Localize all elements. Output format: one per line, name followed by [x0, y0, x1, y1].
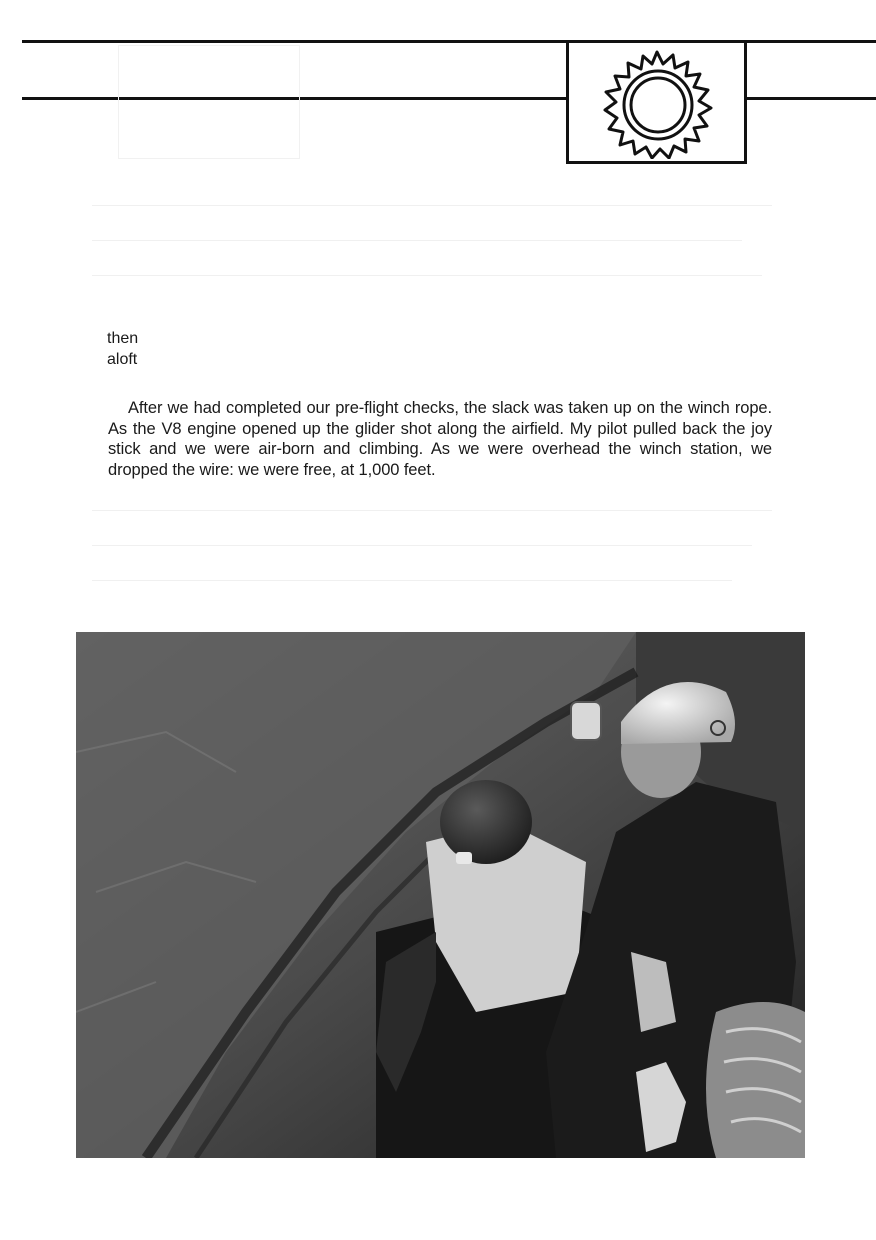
photo-cavers-in-rock-passage	[76, 632, 805, 1158]
body-paragraph: After we had completed our pre-flight checks, the slack was taken up on the winch rope. As the V8 engine opened up the glider shot along the airfield. My pilot pulled back the joy stick and we were air-born and climbing. As we were overhead the winch station, we dropped the wire: we were free, at 1,000 feet.	[108, 399, 772, 479]
header-emblem-box	[566, 40, 747, 164]
sun-icon	[595, 49, 720, 159]
show-through-line	[92, 580, 732, 581]
show-through-line	[92, 205, 772, 206]
faint-show-through-box	[118, 45, 300, 159]
cave-photograph	[76, 632, 805, 1158]
show-through-line	[92, 510, 772, 511]
show-through-line	[92, 240, 742, 241]
show-through-line	[92, 275, 762, 276]
header-rule-top	[22, 40, 876, 43]
header-rule-middle-right	[746, 97, 876, 100]
text-fragment-then: then	[107, 330, 139, 347]
show-through-line	[92, 545, 752, 546]
text-fragment-aloft: aloft	[107, 351, 138, 368]
